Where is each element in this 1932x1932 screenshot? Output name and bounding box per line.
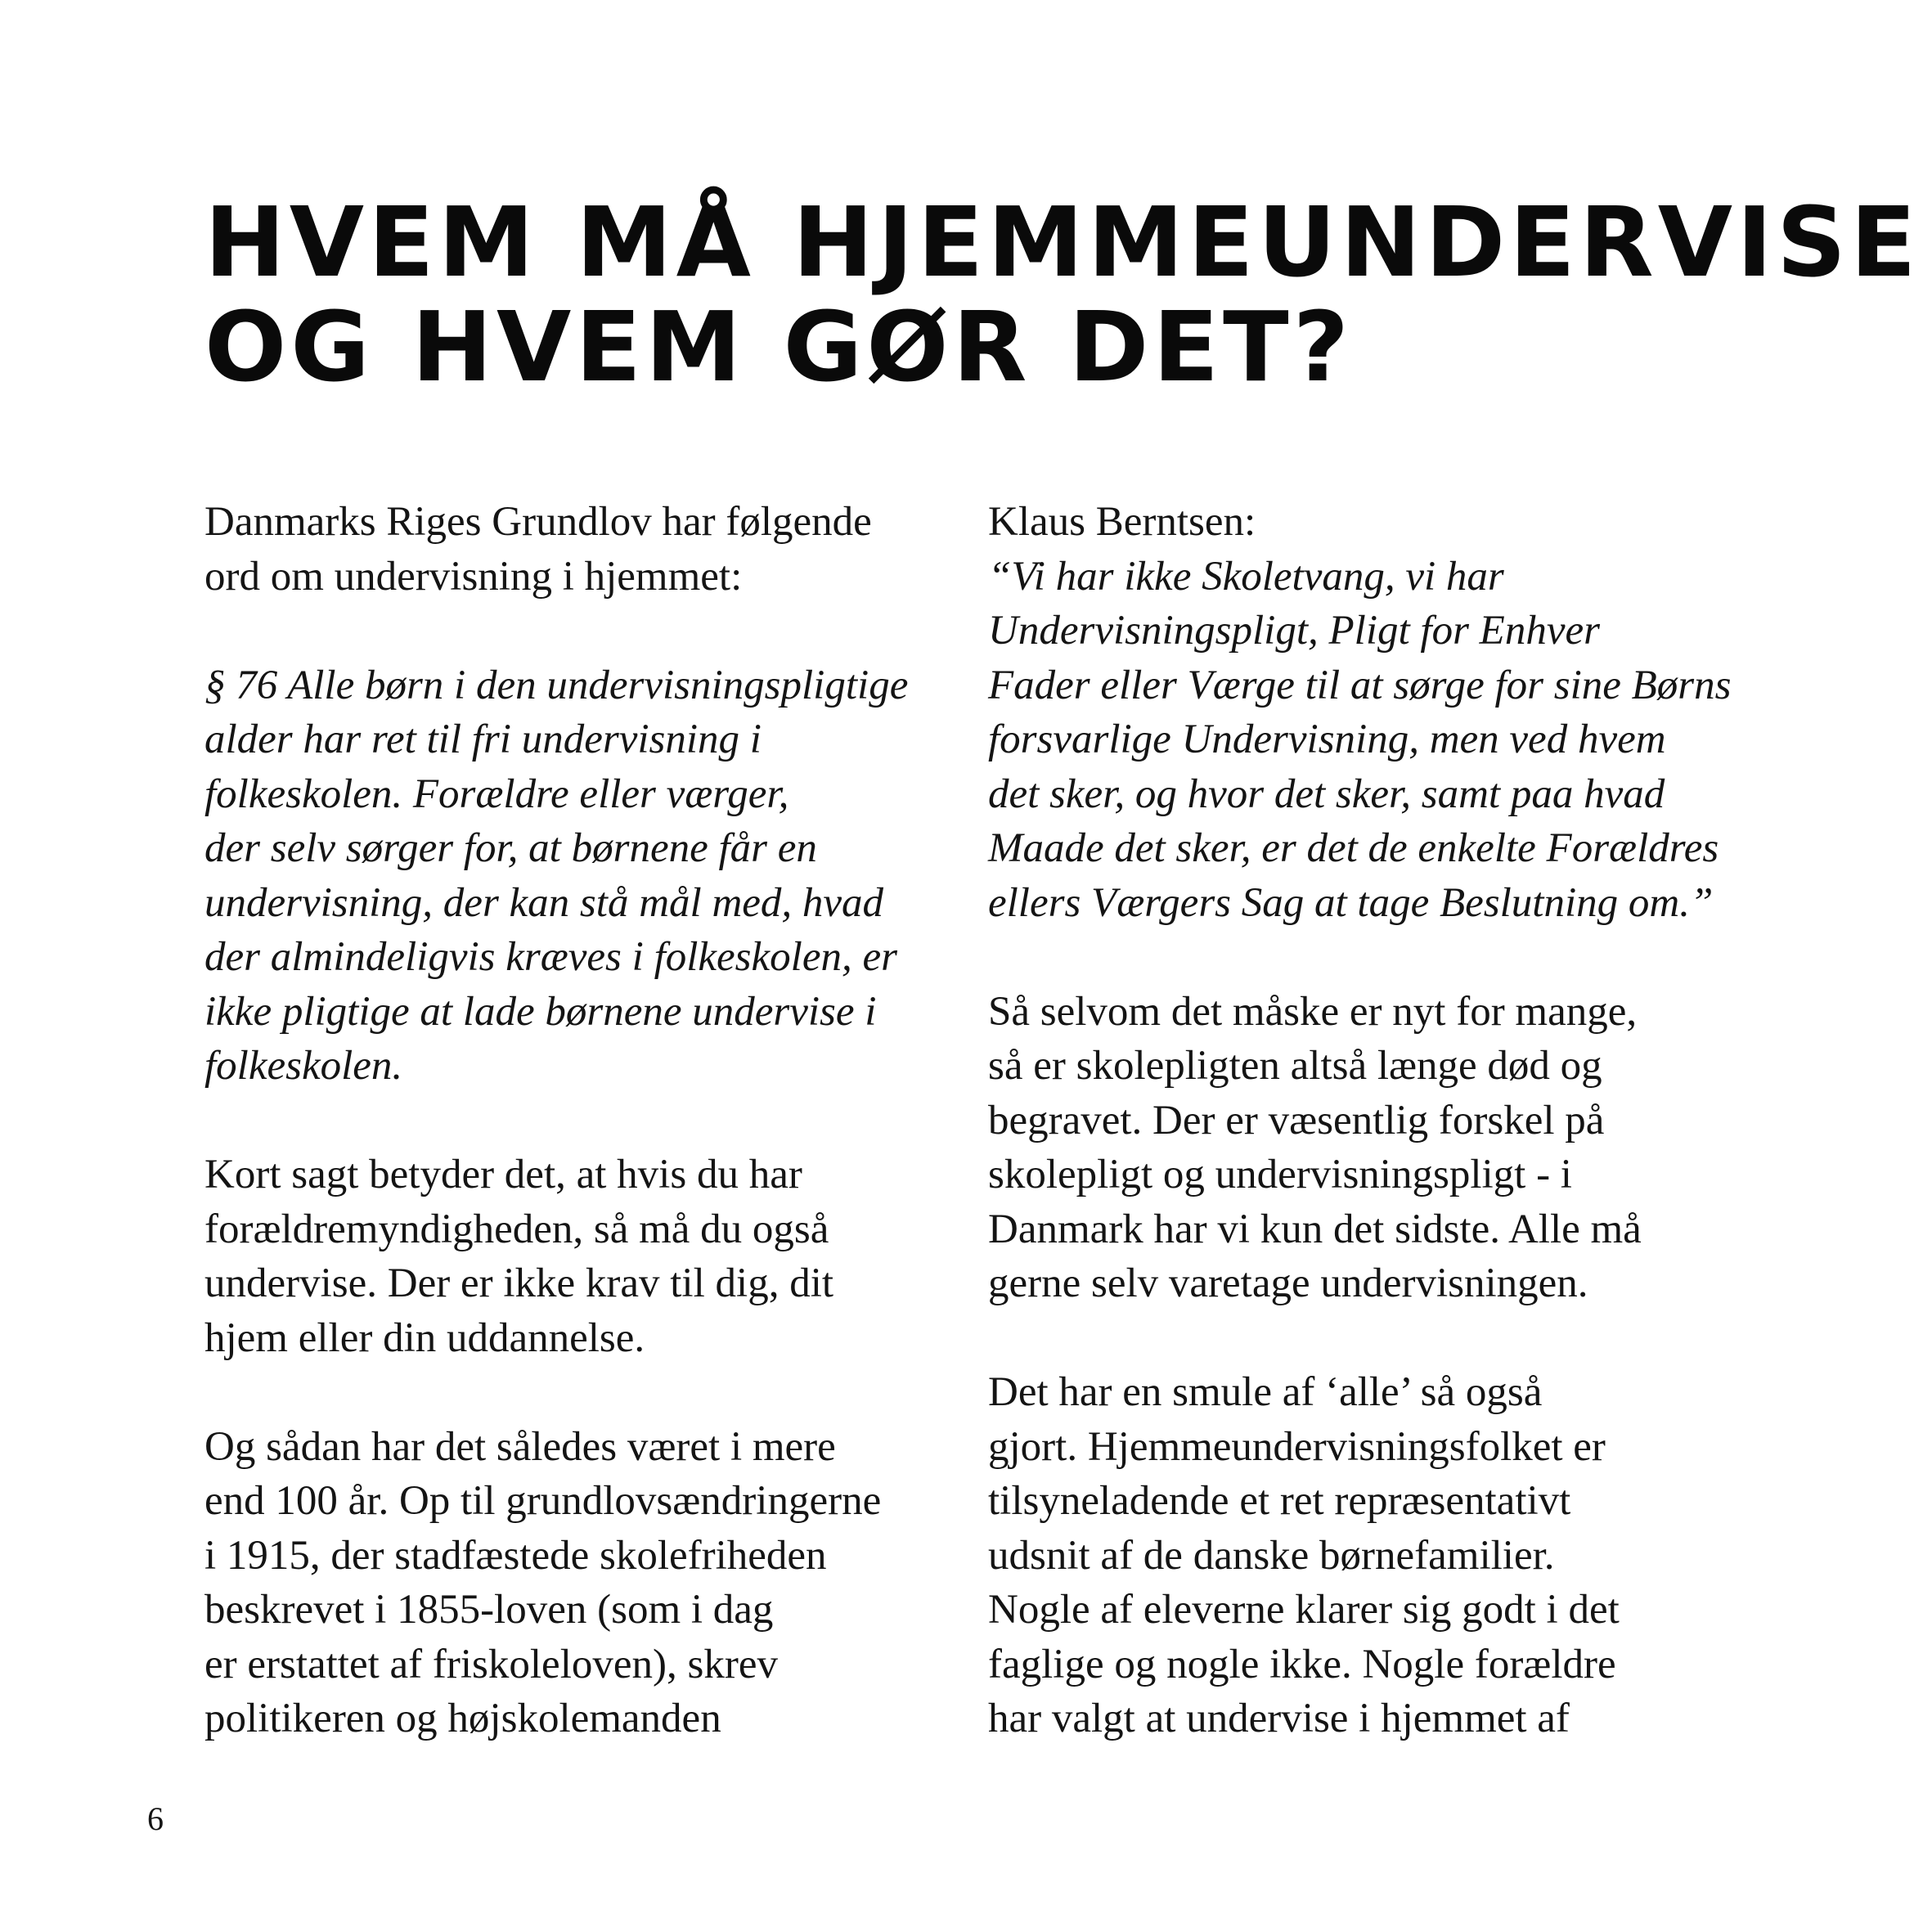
text-line: så er skolepligten altså længe død og bbox=[988, 1043, 1602, 1089]
quote-line: der almindeligvis kræves i folkeskolen, er bbox=[204, 934, 897, 980]
quote-line: det sker, og hvor det sker, samt paa hvad bbox=[988, 771, 1665, 817]
quote-speaker: Klaus Berntsen: bbox=[988, 499, 1256, 545]
text-line: har valgt at undervise i hjemmet af bbox=[988, 1696, 1570, 1741]
quote-line: folkeskolen. Forældre eller værger, bbox=[204, 771, 789, 817]
quote-line: undervisning, der kan stå mål med, hvad bbox=[204, 879, 884, 926]
text-line: undervise. Der er ikke krav til dig, dit bbox=[204, 1260, 834, 1306]
quote-line: “Vi har ikke Skoletvang, vi har bbox=[988, 553, 1504, 600]
text-line: begravet. Der er væsentlig forskel på bbox=[988, 1097, 1605, 1143]
berntsen-quote-block bbox=[988, 495, 1732, 930]
text-line: udsnit af de danske børnefamilier. bbox=[988, 1532, 1555, 1579]
text-line: er erstattet af friskoleloven), skrev bbox=[204, 1641, 778, 1687]
text-line: gjort. Hjemmeundervisningsfolket er bbox=[988, 1423, 1606, 1470]
text-line: faglige og nogle ikke. Nogle forældre bbox=[988, 1641, 1616, 1687]
text-line: end 100 år. Op til grundlovsændringerne bbox=[204, 1478, 882, 1524]
quote-line: Undervisningspligt, Pligt for Enhver bbox=[988, 608, 1600, 654]
quote-line: der selv sørger for, at børnene får en bbox=[204, 825, 817, 871]
text-line: Og sådan har det således været i mere bbox=[204, 1423, 836, 1470]
quote-line: § 76 Alle børn i den undervisningspligtige bbox=[204, 662, 909, 708]
text-line: Kort sagt betyder det, at hvis du har bbox=[204, 1152, 802, 1197]
constitution-quote bbox=[204, 658, 924, 1094]
quote-line: forsvarlige Undervisning, men ved hvem bbox=[988, 717, 1666, 762]
text-line: Så selvom det måske er nyt for mange, bbox=[988, 988, 1638, 1035]
quote-line: Maade det sker, er det de enkelte Forældres bbox=[988, 825, 1719, 871]
title-line-2: OG HVEM GØR DET? bbox=[204, 290, 1354, 403]
intro-paragraph bbox=[204, 495, 924, 604]
page-title bbox=[204, 186, 1921, 403]
text-line: politikeren og højskolemanden bbox=[204, 1696, 721, 1741]
text-line: hjem eller din uddannelse. bbox=[204, 1314, 645, 1361]
text-line: beskrevet i 1855-loven (som i dag bbox=[204, 1587, 774, 1633]
history-paragraph bbox=[204, 1420, 924, 1746]
quote-line: ellers Værgers Sag at tage Beslutning om.” bbox=[988, 879, 1714, 926]
homeschoolers-paragraph bbox=[988, 1365, 1724, 1746]
left-column bbox=[204, 495, 924, 1800]
right-column bbox=[988, 495, 1732, 1800]
text-line: i 1915, der stadfæstede skolefriheden bbox=[204, 1532, 827, 1579]
text-line: Nogle af eleverne klarer sig godt i det bbox=[988, 1587, 1620, 1633]
text-line: ord om undervisning i hjemmet: bbox=[204, 553, 743, 600]
quote-line: Fader eller Værge til at sørge for sine Børns bbox=[988, 662, 1732, 708]
compulsory-education-paragraph bbox=[988, 985, 1724, 1311]
text-line: forældremyndigheden, så må du også bbox=[204, 1206, 829, 1252]
text-line: gerne selv varetage undervisningen. bbox=[988, 1260, 1588, 1306]
text-line: Det har en smule af ‘alle’ så også bbox=[988, 1369, 1543, 1415]
page-number: 6 bbox=[147, 1800, 164, 1837]
quote-line: ikke pligtige at lade børnene undervise i bbox=[204, 988, 877, 1035]
title-line-1: HVEM MÅ HJEMMEUNDERVISE bbox=[204, 186, 1921, 299]
summary-paragraph bbox=[204, 1148, 924, 1365]
text-line: Danmarks Riges Grundlov har følgende bbox=[204, 499, 872, 545]
quote-line: alder har ret til fri undervisning i bbox=[204, 717, 762, 762]
text-line: tilsyneladende et ret repræsentativt bbox=[988, 1478, 1571, 1524]
quote-line: folkeskolen. bbox=[204, 1043, 403, 1089]
text-line: Danmark har vi kun det sidste. Alle må bbox=[988, 1206, 1642, 1252]
text-line: skolepligt og undervisningspligt - i bbox=[988, 1152, 1572, 1197]
